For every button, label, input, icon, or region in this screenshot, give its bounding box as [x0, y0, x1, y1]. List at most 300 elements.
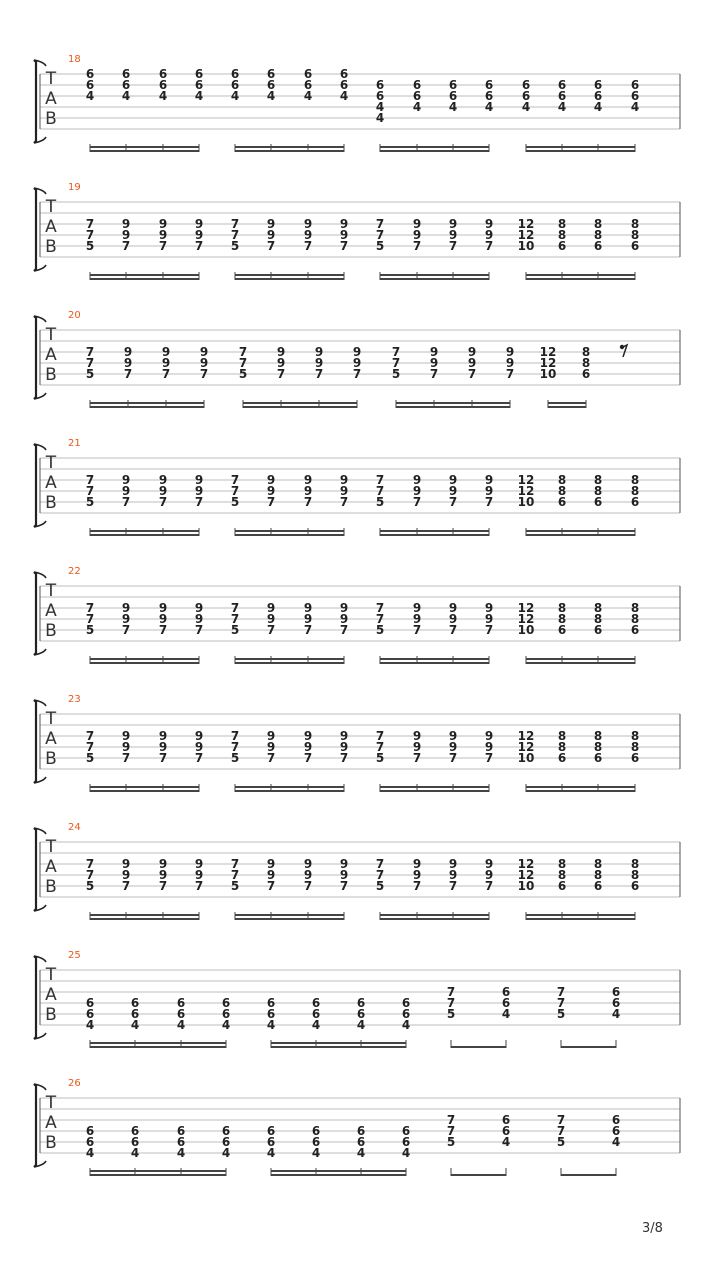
- fret-number: 6: [356, 996, 366, 1010]
- fret-number: 9: [158, 473, 168, 487]
- fret-number: 7: [161, 367, 171, 381]
- tab-clef-letter: A: [45, 857, 57, 877]
- tab-clef-letter: B: [45, 877, 57, 897]
- fret-number: 8: [630, 612, 640, 626]
- fret-number: 8: [630, 217, 640, 231]
- fret-number: 7: [85, 601, 95, 615]
- beam: [548, 402, 586, 404]
- fret-number: 7: [429, 367, 439, 381]
- fret-number: 6: [557, 751, 567, 765]
- fret-number: 9: [303, 484, 313, 498]
- system-bracket: [34, 60, 36, 143]
- fret-number: 12: [517, 228, 535, 242]
- beam: [90, 278, 199, 280]
- beam: [90, 658, 199, 660]
- fret-number: 9: [194, 484, 204, 498]
- fret-number: 4: [311, 1018, 321, 1032]
- fret-number: 9: [429, 345, 439, 359]
- fret-number: 4: [375, 111, 385, 125]
- measure-number: 21: [68, 438, 81, 449]
- beam: [235, 786, 344, 788]
- fret-number: 8: [593, 601, 603, 615]
- fret-number: 9: [484, 228, 494, 242]
- fret-number: 7: [375, 601, 385, 615]
- fret-number: 7: [448, 879, 458, 893]
- fret-number: 9: [303, 740, 313, 754]
- fret-number: 8: [557, 612, 567, 626]
- fret-number: 6: [339, 67, 349, 81]
- fret-number: 4: [230, 89, 240, 103]
- beam: [90, 530, 199, 532]
- fret-number: 9: [158, 484, 168, 498]
- fret-number: 6: [85, 67, 95, 81]
- fret-number: 5: [85, 495, 95, 509]
- fret-number: 4: [194, 89, 204, 103]
- fret-number: 12: [539, 356, 557, 370]
- eighth-rest-icon: [621, 345, 627, 357]
- fret-number: 6: [130, 1007, 140, 1021]
- fret-number: 9: [448, 868, 458, 882]
- fret-number: 7: [484, 879, 494, 893]
- fret-number: 6: [130, 1135, 140, 1149]
- fret-number: 7: [121, 495, 131, 509]
- system-bracket: [34, 444, 36, 527]
- fret-number: 6: [611, 1113, 621, 1127]
- beam: [396, 406, 510, 408]
- fret-number: 12: [517, 612, 535, 626]
- fret-number: 9: [194, 217, 204, 231]
- fret-number: 8: [557, 729, 567, 743]
- fret-number: 7: [158, 751, 168, 765]
- fret-number: 8: [593, 484, 603, 498]
- fret-number: 7: [230, 228, 240, 242]
- fret-number: 5: [446, 1007, 456, 1021]
- fret-number: 9: [314, 356, 324, 370]
- beam: [526, 150, 635, 152]
- fret-number: 9: [339, 228, 349, 242]
- fret-number: 7: [448, 239, 458, 253]
- fret-number: 5: [556, 1007, 566, 1021]
- fret-number: 4: [85, 1146, 95, 1160]
- beam: [526, 146, 635, 148]
- fret-number: 7: [85, 345, 95, 359]
- fret-number: 9: [412, 612, 422, 626]
- fret-number: 8: [593, 612, 603, 626]
- fret-number: 8: [557, 740, 567, 754]
- fret-number: 9: [303, 228, 313, 242]
- fret-number: 8: [630, 868, 640, 882]
- fret-number: 7: [230, 601, 240, 615]
- fret-number: 6: [121, 78, 131, 92]
- tab-clef-letter: T: [45, 197, 57, 217]
- fret-number: 9: [412, 729, 422, 743]
- fret-number: 9: [484, 217, 494, 231]
- fret-number: 5: [375, 751, 385, 765]
- beam: [548, 406, 586, 408]
- fret-number: 7: [158, 495, 168, 509]
- fret-number: 6: [557, 623, 567, 637]
- measure-number: 20: [68, 310, 81, 321]
- fret-number: 5: [85, 879, 95, 893]
- fret-number: 8: [557, 228, 567, 242]
- fret-number: 9: [158, 857, 168, 871]
- fret-number: 9: [161, 345, 171, 359]
- beam: [90, 1046, 226, 1048]
- fret-number: 12: [517, 217, 535, 231]
- fret-number: 10: [539, 367, 557, 381]
- fret-number: 5: [85, 367, 95, 381]
- beam: [526, 274, 635, 276]
- beam: [90, 1170, 226, 1172]
- fret-number: 7: [85, 484, 95, 498]
- fret-number: 6: [611, 1124, 621, 1138]
- beam: [380, 150, 489, 152]
- beam: [526, 662, 635, 664]
- fret-number: 6: [176, 996, 186, 1010]
- fret-number: 9: [484, 601, 494, 615]
- beam: [90, 914, 199, 916]
- fret-number: 4: [85, 89, 95, 103]
- fret-number: 4: [484, 100, 494, 114]
- fret-number: 5: [230, 879, 240, 893]
- fret-number: 7: [375, 857, 385, 871]
- fret-number: 6: [501, 1113, 511, 1127]
- fret-number: 6: [311, 1135, 321, 1149]
- fret-number: 9: [314, 345, 324, 359]
- tab-clef-letter: T: [45, 581, 57, 601]
- fret-number: 8: [557, 484, 567, 498]
- fret-number: 8: [630, 729, 640, 743]
- fret-number: 9: [266, 601, 276, 615]
- fret-number: 6: [593, 78, 603, 92]
- fret-number: 6: [401, 1124, 411, 1138]
- fret-number: 6: [375, 89, 385, 103]
- fret-number: 9: [303, 612, 313, 626]
- beam: [380, 918, 489, 920]
- fret-number: 9: [339, 740, 349, 754]
- fret-number: 7: [303, 623, 313, 637]
- fret-number: 9: [123, 356, 133, 370]
- fret-number: 9: [194, 601, 204, 615]
- beam: [235, 150, 344, 152]
- fret-number: 7: [412, 623, 422, 637]
- fret-number: 9: [448, 473, 458, 487]
- fret-number: 6: [630, 89, 640, 103]
- fret-number: 9: [429, 356, 439, 370]
- fret-number: 9: [158, 729, 168, 743]
- fret-number: 4: [557, 100, 567, 114]
- fret-number: 4: [375, 100, 385, 114]
- tab-clef-letter: T: [45, 837, 57, 857]
- fret-number: 7: [314, 367, 324, 381]
- fret-number: 9: [266, 473, 276, 487]
- fret-number: 5: [230, 751, 240, 765]
- fret-number: 7: [412, 495, 422, 509]
- fret-number: 5: [446, 1135, 456, 1149]
- beam: [90, 534, 199, 536]
- fret-number: 9: [352, 356, 362, 370]
- fret-number: 9: [121, 868, 131, 882]
- beam: [526, 914, 635, 916]
- fret-number: 6: [85, 1124, 95, 1138]
- fret-number: 9: [158, 612, 168, 626]
- fret-number: 8: [630, 484, 640, 498]
- fret-number: 5: [230, 495, 240, 509]
- fret-number: 7: [266, 751, 276, 765]
- fret-number: 7: [123, 367, 133, 381]
- fret-number: 6: [611, 985, 621, 999]
- fret-number: 5: [375, 879, 385, 893]
- fret-number: 9: [121, 612, 131, 626]
- beam: [526, 918, 635, 920]
- fret-number: 9: [303, 868, 313, 882]
- fret-number: 9: [266, 857, 276, 871]
- fret-number: 6: [484, 78, 494, 92]
- fret-number: 7: [121, 623, 131, 637]
- beam: [90, 402, 204, 404]
- fret-number: 9: [484, 484, 494, 498]
- fret-number: 9: [412, 228, 422, 242]
- fret-number: 4: [611, 1135, 621, 1149]
- fret-number: 9: [484, 729, 494, 743]
- fret-number: 9: [121, 217, 131, 231]
- beam: [380, 530, 489, 532]
- fret-number: 7: [446, 1113, 456, 1127]
- fret-number: 7: [85, 729, 95, 743]
- fret-number: 7: [85, 473, 95, 487]
- fret-number: 9: [339, 868, 349, 882]
- fret-number: 6: [557, 78, 567, 92]
- fret-number: 9: [276, 356, 286, 370]
- fret-number: 6: [557, 89, 567, 103]
- fret-number: 9: [484, 740, 494, 754]
- fret-number: 9: [194, 868, 204, 882]
- fret-number: 6: [85, 1007, 95, 1021]
- fret-number: 9: [266, 484, 276, 498]
- beam: [380, 662, 489, 664]
- fret-number: 6: [593, 879, 603, 893]
- fret-number: 6: [176, 1124, 186, 1138]
- fret-number: 6: [521, 89, 531, 103]
- beam: [561, 1046, 616, 1048]
- fret-number: 9: [158, 740, 168, 754]
- system-bracket: [34, 828, 36, 911]
- fret-number: 6: [266, 996, 276, 1010]
- fret-number: 9: [121, 729, 131, 743]
- fret-number: 7: [85, 228, 95, 242]
- fret-number: 4: [630, 100, 640, 114]
- beam: [380, 790, 489, 792]
- fret-number: 10: [517, 623, 535, 637]
- fret-number: 6: [266, 1007, 276, 1021]
- fret-number: 8: [630, 473, 640, 487]
- fret-number: 6: [630, 751, 640, 765]
- fret-number: 9: [303, 473, 313, 487]
- fret-number: 12: [517, 601, 535, 615]
- fret-number: 9: [194, 729, 204, 743]
- fret-number: 9: [339, 473, 349, 487]
- fret-number: 8: [630, 740, 640, 754]
- fret-number: 4: [130, 1146, 140, 1160]
- fret-number: 4: [501, 1135, 511, 1149]
- fret-number: 8: [593, 729, 603, 743]
- fret-number: 7: [303, 751, 313, 765]
- fret-number: 6: [356, 1124, 366, 1138]
- fret-number: 6: [221, 1007, 231, 1021]
- measure-number: 18: [68, 54, 81, 65]
- fret-number: 7: [303, 495, 313, 509]
- fret-number: 7: [375, 228, 385, 242]
- fret-number: 7: [158, 239, 168, 253]
- system-bracket: [34, 956, 36, 1039]
- tab-clef-letter: B: [45, 109, 57, 129]
- fret-number: 9: [121, 228, 131, 242]
- fret-number: 7: [352, 367, 362, 381]
- fret-number: 7: [230, 217, 240, 231]
- fret-number: 7: [375, 484, 385, 498]
- fret-number: 4: [176, 1018, 186, 1032]
- beam: [235, 662, 344, 664]
- fret-number: 9: [484, 868, 494, 882]
- fret-number: 6: [630, 495, 640, 509]
- fret-number: 10: [517, 495, 535, 509]
- fret-number: 9: [339, 601, 349, 615]
- fret-number: 9: [121, 473, 131, 487]
- fret-number: 9: [266, 217, 276, 231]
- fret-number: 6: [521, 78, 531, 92]
- fret-number: 6: [303, 78, 313, 92]
- fret-number: 9: [194, 857, 204, 871]
- fret-number: 6: [266, 78, 276, 92]
- fret-number: 9: [448, 857, 458, 871]
- fret-number: 8: [630, 601, 640, 615]
- page-number: 3/8: [642, 1221, 663, 1236]
- fret-number: 6: [221, 1124, 231, 1138]
- fret-number: 9: [194, 228, 204, 242]
- fret-number: 7: [121, 239, 131, 253]
- fret-number: 7: [303, 879, 313, 893]
- fret-number: 5: [85, 623, 95, 637]
- fret-number: 9: [412, 868, 422, 882]
- fret-number: 4: [412, 100, 422, 114]
- fret-number: 7: [266, 879, 276, 893]
- fret-number: 4: [121, 89, 131, 103]
- fret-number: 9: [448, 217, 458, 231]
- fret-number: 7: [446, 1124, 456, 1138]
- fret-number: 6: [593, 89, 603, 103]
- fret-number: 4: [356, 1146, 366, 1160]
- beam: [380, 534, 489, 536]
- beam: [235, 790, 344, 792]
- beam: [380, 146, 489, 148]
- fret-number: 9: [484, 857, 494, 871]
- fret-number: 7: [121, 879, 131, 893]
- fret-number: 7: [85, 740, 95, 754]
- fret-number: 7: [238, 345, 248, 359]
- fret-number: 7: [412, 751, 422, 765]
- fret-number: 7: [375, 612, 385, 626]
- fret-number: 6: [557, 879, 567, 893]
- fret-number: 7: [484, 751, 494, 765]
- fret-number: 6: [501, 1124, 511, 1138]
- beam: [396, 402, 510, 404]
- fret-number: 9: [467, 345, 477, 359]
- beam: [271, 1046, 406, 1048]
- fret-number: 12: [517, 729, 535, 743]
- tab-clef-letter: B: [45, 621, 57, 641]
- fret-number: 9: [412, 857, 422, 871]
- fret-number: 4: [448, 100, 458, 114]
- fret-number: 6: [593, 751, 603, 765]
- fret-number: 6: [311, 1124, 321, 1138]
- fret-number: 9: [448, 228, 458, 242]
- fret-number: 9: [123, 345, 133, 359]
- beam: [90, 150, 199, 152]
- fret-number: 7: [556, 1124, 566, 1138]
- fret-number: 8: [593, 740, 603, 754]
- fret-number: 7: [121, 751, 131, 765]
- fret-number: 7: [339, 879, 349, 893]
- fret-number: 8: [593, 473, 603, 487]
- fret-number: 6: [581, 367, 591, 381]
- fret-number: 8: [557, 473, 567, 487]
- tab-clef-letter: T: [45, 325, 57, 345]
- fret-number: 9: [158, 601, 168, 615]
- fret-number: 6: [158, 78, 168, 92]
- fret-number: 5: [375, 495, 385, 509]
- fret-number: 7: [194, 239, 204, 253]
- fret-number: 7: [391, 356, 401, 370]
- fret-number: 6: [230, 67, 240, 81]
- fret-number: 5: [230, 623, 240, 637]
- fret-number: 7: [448, 751, 458, 765]
- fret-number: 7: [85, 868, 95, 882]
- beam: [243, 402, 357, 404]
- fret-number: 7: [375, 868, 385, 882]
- tab-clef-letter: A: [45, 985, 57, 1005]
- fret-number: 6: [303, 67, 313, 81]
- fret-number: 7: [484, 239, 494, 253]
- fret-number: 9: [412, 217, 422, 231]
- fret-number: 7: [266, 495, 276, 509]
- fret-number: 12: [517, 857, 535, 871]
- fret-number: 7: [230, 857, 240, 871]
- fret-number: 7: [446, 996, 456, 1010]
- fret-number: 7: [194, 751, 204, 765]
- fret-number: 4: [593, 100, 603, 114]
- fret-number: 8: [630, 228, 640, 242]
- fret-number: 7: [339, 495, 349, 509]
- fret-number: 6: [339, 78, 349, 92]
- fret-number: 7: [158, 623, 168, 637]
- fret-number: 8: [593, 857, 603, 871]
- tab-clef-letter: T: [45, 453, 57, 473]
- fret-number: 9: [467, 356, 477, 370]
- tab-clef-letter: B: [45, 749, 57, 769]
- beam: [451, 1046, 506, 1048]
- tab-clef-letter: A: [45, 1113, 57, 1133]
- fret-number: 7: [230, 729, 240, 743]
- beam: [235, 278, 344, 280]
- fret-number: 6: [266, 67, 276, 81]
- fret-number: 6: [611, 996, 621, 1010]
- beam: [526, 530, 635, 532]
- fret-number: 9: [505, 345, 515, 359]
- fret-number: 8: [557, 868, 567, 882]
- tab-clef-letter: A: [45, 89, 57, 109]
- fret-number: 5: [375, 239, 385, 253]
- tab-clef-letter: B: [45, 237, 57, 257]
